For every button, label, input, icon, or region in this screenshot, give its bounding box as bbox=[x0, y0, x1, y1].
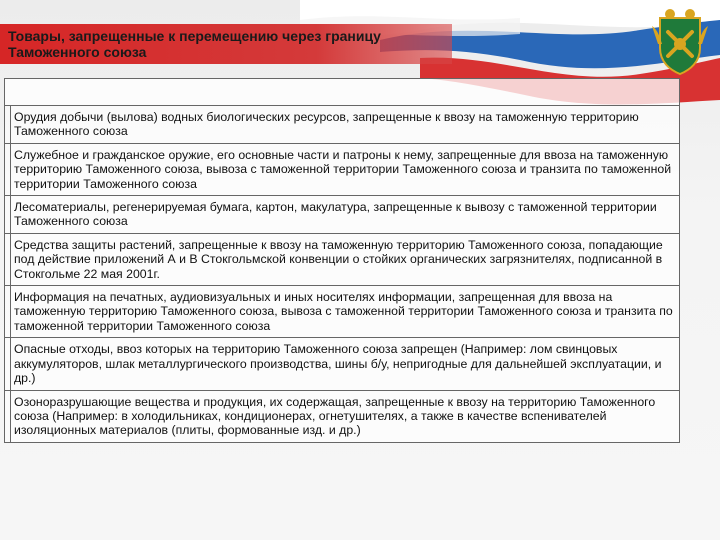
table-cell: Лесоматериалы, регенерируемая бумага, картон, макулатура, запрещенные к вывозу с таможенной территории Таможенного союза bbox=[10, 196, 679, 233]
table-row bbox=[5, 144, 679, 196]
table-row bbox=[5, 338, 679, 390]
table-row bbox=[5, 106, 679, 144]
page-title: Товары, запрещенные к перемещению через границу Таможенного союза bbox=[8, 28, 381, 60]
table-cell: Орудия добычи (вылова) водных биологических ресурсов, запрещенные к ввозу на таможенную территорию Таможенного союза bbox=[10, 106, 679, 143]
table-cell: Информация на печатных, аудиовизуальных и иных носителях информации, запрещенная для ввоза на таможенную территорию Таможенного союза, вывоза с таможенной территории Таможенного союза и транзита по таможенной территории Таможенного союза bbox=[10, 286, 679, 337]
table-cell: Озоноразрушающие вещества и продукция, их содержащая, запрещенные к ввозу на территорию Таможенного союза (Например: в холодильниках, кондиционерах, огнетушителях, а также в качестве вспенивателей изоляционных материалов (плиты, формованные изд. и др.) bbox=[10, 391, 679, 442]
table-row bbox=[5, 196, 679, 234]
table-header-empty bbox=[5, 79, 679, 106]
table-row bbox=[5, 391, 679, 443]
customs-emblem-icon bbox=[648, 4, 712, 76]
table-row bbox=[5, 234, 679, 286]
table-cell: Опасные отходы, ввоз которых на территорию Таможенного союза запрещен (Например: лом свинцовых аккумуляторов, шлак металлургического производства, шины б/у, непригодные для дальнейшей эксплуатации, и др.) bbox=[10, 338, 679, 389]
table-cell: Служебное и гражданское оружие, его основные части и патроны к нему, запрещенные для ввоза на таможенную территорию Таможенного союза, вывоза с таможенной территории Таможенного союза и транзита по таможенной территории Таможенного союза bbox=[10, 144, 679, 195]
table-cell: Средства защиты растений, запрещенные к ввозу на таможенную территорию Таможенного союза, попадающие под действие приложений А и В Стокгольмской конвенции о стойких органических загрязнителях, подписанной в Стокгольме 22 мая 2001г. bbox=[10, 234, 679, 285]
table-row bbox=[5, 286, 679, 338]
goods-table bbox=[4, 78, 680, 443]
